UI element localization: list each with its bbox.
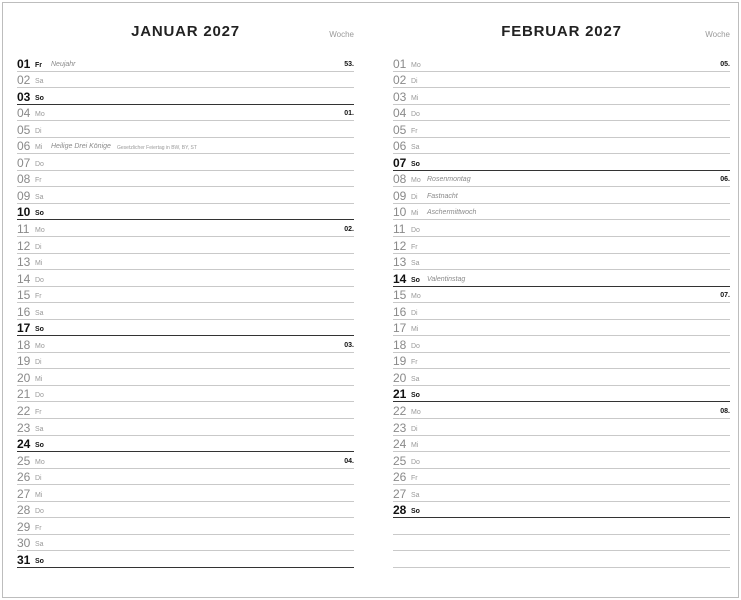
day-row[interactable] (17, 105, 354, 122)
day-row[interactable] (393, 402, 730, 419)
day-number: 23 (393, 420, 407, 435)
day-row[interactable] (393, 138, 730, 155)
week-number: 53. (344, 60, 354, 68)
week-number: 04. (344, 457, 354, 465)
weekday-abbr: Mo (35, 342, 45, 350)
day-row[interactable] (17, 55, 354, 72)
weekday-abbr: Mo (35, 111, 45, 119)
blank-line[interactable] (393, 535, 730, 552)
day-row[interactable] (17, 204, 354, 221)
weekday-abbr: Di (411, 78, 418, 86)
planner-spread (2, 2, 739, 598)
day-list (17, 55, 354, 568)
weekday-abbr: So (35, 94, 44, 102)
day-row[interactable] (17, 121, 354, 138)
day-row[interactable] (17, 485, 354, 502)
day-row[interactable] (393, 105, 730, 122)
day-number: 16 (393, 304, 407, 319)
weekday-abbr: Sa (35, 78, 44, 86)
day-number: 17 (393, 321, 407, 336)
weekday-abbr: Do (411, 227, 420, 235)
day-number: 29 (17, 519, 31, 534)
day-row[interactable] (17, 436, 354, 453)
weekday-abbr: Mo (411, 409, 421, 417)
holiday-note: Fastnacht (427, 192, 458, 200)
weekday-abbr: Mo (35, 227, 45, 235)
week-number: 03. (344, 341, 354, 349)
day-row[interactable] (393, 369, 730, 386)
day-row[interactable] (17, 551, 354, 568)
weekday-abbr: Sa (411, 375, 420, 383)
day-number: 20 (393, 370, 407, 385)
weekday-abbr: Fr (35, 61, 42, 69)
day-number: 15 (393, 288, 407, 303)
weekday-abbr: Di (35, 475, 42, 483)
weekday-abbr: Mi (35, 375, 43, 383)
day-row[interactable] (393, 287, 730, 304)
holiday-note: Heilige Drei Könige (51, 143, 111, 151)
day-row[interactable] (393, 121, 730, 138)
day-number: 25 (17, 453, 31, 468)
day-number: 06 (393, 139, 407, 154)
day-number: 22 (17, 404, 31, 419)
day-row[interactable] (393, 419, 730, 436)
day-row[interactable] (17, 535, 354, 552)
day-row[interactable] (393, 303, 730, 320)
day-number: 06 (17, 139, 31, 154)
day-number: 30 (17, 536, 31, 551)
weekday-abbr: Di (411, 425, 418, 433)
day-row[interactable] (393, 336, 730, 353)
day-number: 11 (17, 222, 30, 237)
holiday-subnote: Gesetzlicher Feiertag in BW, BY, ST (117, 145, 197, 152)
weekday-abbr: Di (35, 127, 42, 135)
day-number: 09 (393, 188, 407, 203)
weekday-abbr: Mi (35, 144, 43, 152)
day-number: 28 (393, 503, 407, 518)
weekday-abbr: Di (35, 243, 42, 251)
day-number: 17 (17, 321, 31, 336)
weekday-abbr: Di (35, 359, 42, 367)
day-number: 13 (393, 255, 407, 270)
day-row[interactable] (17, 171, 354, 188)
day-row[interactable] (393, 386, 730, 403)
day-number: 27 (17, 486, 31, 501)
weekday-abbr: Fr (411, 127, 418, 135)
day-row[interactable] (17, 353, 354, 370)
day-row[interactable] (17, 220, 354, 237)
day-row[interactable] (393, 270, 730, 287)
day-row[interactable] (393, 502, 730, 519)
day-number: 18 (393, 337, 407, 352)
blank-line[interactable] (393, 551, 730, 568)
day-number: 05 (393, 122, 407, 137)
day-row[interactable] (17, 88, 354, 105)
weekday-abbr: So (411, 160, 420, 168)
day-row[interactable] (17, 419, 354, 436)
day-number: 13 (17, 255, 31, 270)
day-number: 07 (17, 155, 31, 170)
weekday-abbr: Mi (411, 94, 419, 102)
weekday-abbr: Mi (411, 326, 419, 334)
week-column-label: Woche (329, 30, 354, 39)
day-row[interactable] (393, 171, 730, 188)
week-column-label: Woche (705, 30, 730, 39)
day-number: 23 (17, 420, 31, 435)
day-row[interactable] (393, 320, 730, 337)
weekday-abbr: Do (411, 342, 420, 350)
weekday-abbr: Sa (35, 541, 44, 549)
weekday-abbr: So (411, 392, 420, 400)
day-number: 31 (17, 552, 31, 567)
weekday-abbr: Sa (35, 309, 44, 317)
weekday-abbr: Sa (411, 144, 420, 152)
day-row[interactable] (393, 154, 730, 171)
day-row[interactable] (17, 303, 354, 320)
day-row[interactable] (17, 386, 354, 403)
day-number: 01 (17, 56, 31, 71)
day-number: 04 (17, 106, 31, 121)
day-number: 05 (17, 122, 31, 137)
weekday-abbr: Do (411, 458, 420, 466)
weekday-abbr: Mo (35, 458, 45, 466)
day-row[interactable] (393, 72, 730, 89)
weekday-abbr: So (35, 210, 44, 218)
day-number: 02 (393, 73, 407, 88)
day-row[interactable] (17, 287, 354, 304)
weekday-abbr: Do (35, 276, 44, 284)
weekday-abbr: Di (411, 309, 418, 317)
weekday-abbr: So (35, 326, 44, 334)
blank-line[interactable] (393, 518, 730, 535)
weekday-abbr: So (411, 508, 420, 516)
weekday-abbr: Do (35, 392, 44, 400)
day-number: 12 (393, 238, 407, 253)
weekday-abbr: Sa (411, 491, 420, 499)
weekday-abbr: Do (35, 508, 44, 516)
day-number: 11 (393, 222, 406, 237)
day-number: 03 (393, 89, 407, 104)
day-row[interactable] (17, 154, 354, 171)
weekday-abbr: Fr (35, 524, 42, 532)
day-row[interactable] (17, 452, 354, 469)
holiday-note: Neujahr (51, 60, 76, 68)
weekday-abbr: Mo (411, 293, 421, 301)
week-number: 07. (720, 292, 730, 300)
weekday-abbr: Fr (35, 409, 42, 417)
weekday-abbr: Fr (411, 475, 418, 483)
day-row[interactable] (393, 353, 730, 370)
day-number: 21 (17, 387, 31, 402)
day-row[interactable] (17, 369, 354, 386)
day-row[interactable] (393, 187, 730, 204)
day-number: 19 (393, 354, 407, 369)
day-number: 22 (393, 404, 407, 419)
day-row[interactable] (17, 254, 354, 271)
weekday-abbr: Sa (35, 193, 44, 201)
day-row[interactable] (393, 485, 730, 502)
holiday-note: Aschermittwoch (427, 209, 477, 217)
day-number: 20 (17, 370, 31, 385)
weekday-abbr: Fr (35, 293, 42, 301)
day-number: 15 (17, 288, 31, 303)
day-row[interactable] (393, 254, 730, 271)
day-number: 01 (393, 56, 407, 71)
day-number: 08 (17, 172, 31, 187)
day-number: 26 (17, 470, 31, 485)
weekday-abbr: Fr (411, 359, 418, 367)
day-number: 25 (393, 453, 407, 468)
weekday-abbr: Sa (411, 260, 420, 268)
day-row[interactable] (393, 452, 730, 469)
weekday-abbr: Do (411, 111, 420, 119)
day-row[interactable] (393, 436, 730, 453)
weekday-abbr: So (35, 557, 44, 565)
day-row[interactable] (17, 518, 354, 535)
day-row[interactable] (393, 220, 730, 237)
week-number: 01. (344, 110, 354, 118)
week-number: 08. (720, 408, 730, 416)
holiday-note: Rosenmontag (427, 176, 471, 184)
weekday-abbr: Mi (35, 260, 43, 268)
day-row[interactable] (17, 237, 354, 254)
weekday-abbr: Fr (411, 243, 418, 251)
weekday-abbr: Di (411, 193, 418, 201)
week-number: 02. (344, 226, 354, 234)
day-row[interactable] (393, 55, 730, 72)
day-row[interactable] (393, 204, 730, 221)
day-row[interactable] (17, 502, 354, 519)
day-number: 09 (17, 188, 31, 203)
week-number: 05. (720, 60, 730, 68)
day-number: 08 (393, 172, 407, 187)
day-number: 16 (17, 304, 31, 319)
weekday-abbr: Mi (411, 210, 419, 218)
day-list (393, 55, 730, 568)
day-number: 14 (17, 271, 31, 286)
day-row[interactable] (17, 187, 354, 204)
weekday-abbr: Mi (35, 491, 43, 499)
day-number: 18 (17, 337, 31, 352)
weekday-abbr: Do (35, 160, 44, 168)
day-number: 04 (393, 106, 407, 121)
day-row[interactable] (393, 469, 730, 486)
weekday-abbr: Mo (411, 61, 421, 69)
day-number: 07 (393, 155, 407, 170)
day-row[interactable] (17, 270, 354, 287)
month-title: FEBRUAR 2027 (501, 23, 622, 40)
day-number: 24 (393, 437, 407, 452)
day-number: 19 (17, 354, 31, 369)
day-row[interactable] (17, 138, 354, 155)
day-number: 28 (17, 503, 31, 518)
day-number: 24 (17, 437, 31, 452)
day-number: 14 (393, 271, 407, 286)
day-row[interactable] (393, 237, 730, 254)
day-number: 27 (393, 486, 407, 501)
weekday-abbr: Mo (411, 177, 421, 185)
day-number: 03 (17, 89, 31, 104)
day-number: 10 (393, 205, 407, 220)
day-row[interactable] (393, 88, 730, 105)
day-number: 12 (17, 238, 31, 253)
weekday-abbr: So (411, 276, 420, 284)
day-row[interactable] (17, 402, 354, 419)
day-row[interactable] (17, 320, 354, 337)
weekday-abbr: So (35, 442, 44, 450)
weekday-abbr: Sa (35, 425, 44, 433)
day-row[interactable] (17, 72, 354, 89)
day-number: 26 (393, 470, 407, 485)
day-row[interactable] (17, 336, 354, 353)
day-number: 21 (393, 387, 407, 402)
month-title: JANUAR 2027 (131, 23, 240, 40)
weekday-abbr: Fr (35, 177, 42, 185)
day-number: 02 (17, 73, 31, 88)
day-number: 10 (17, 205, 31, 220)
weekday-abbr: Mi (411, 442, 419, 450)
week-number: 06. (720, 176, 730, 184)
day-row[interactable] (17, 469, 354, 486)
holiday-note: Valentinstag (427, 275, 466, 283)
